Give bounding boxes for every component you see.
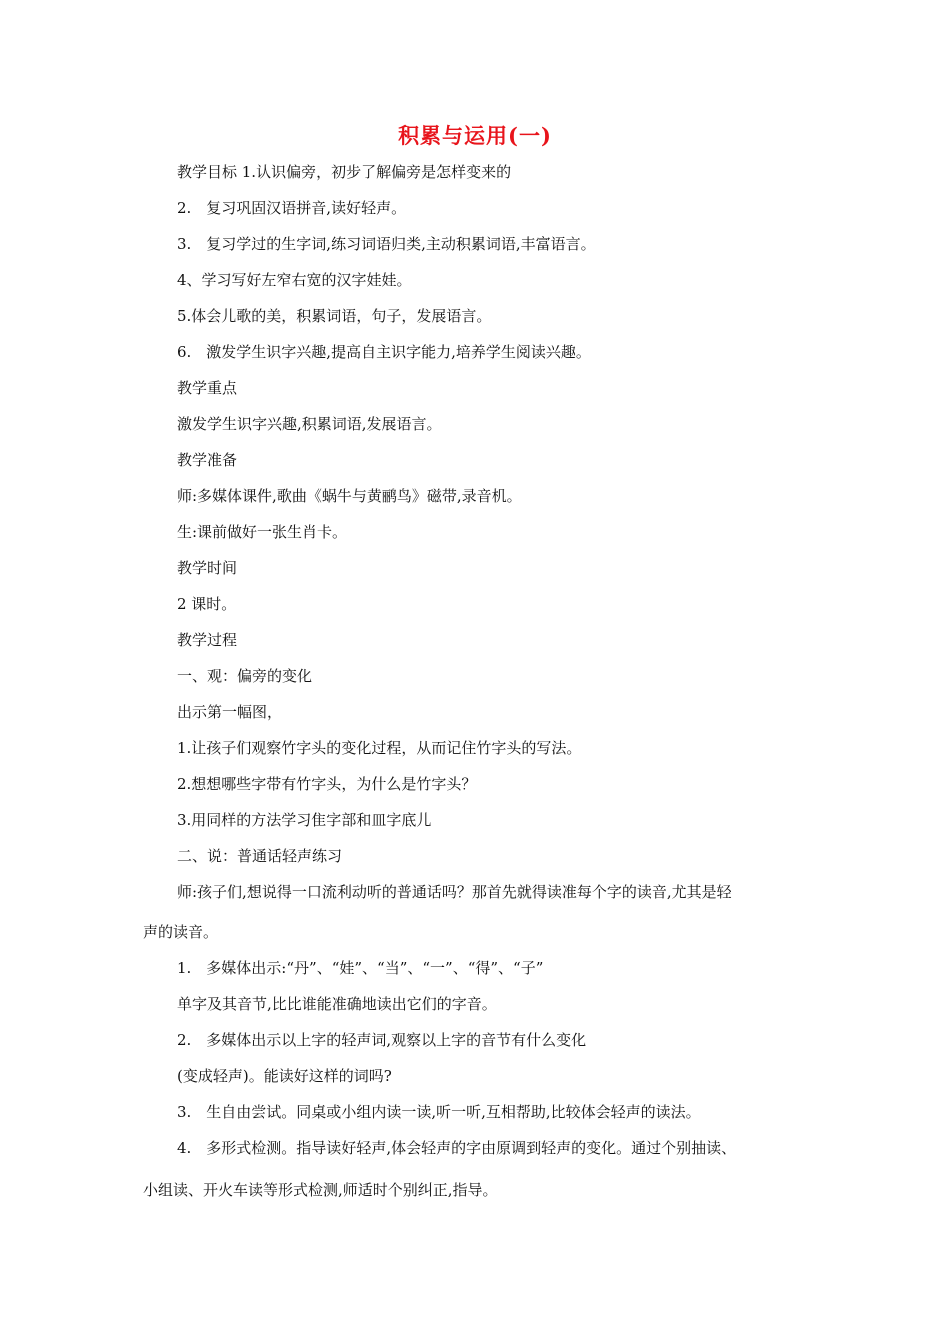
text-line: 小组读、开火车读等形式检测,师适时个别纠正,指导。 xyxy=(143,1181,498,1199)
text-line: 二、说：普通话轻声练习 xyxy=(177,847,343,865)
section-heading: 教学准备 xyxy=(177,451,238,469)
text-line: 3. 生自由尝试。同桌或小组内读一读,听一听,互相帮助,比较体会轻声的读法。 xyxy=(177,1103,701,1121)
text-line: 1.让孩子们观察竹字头的变化过程，从而记住竹字头的写法。 xyxy=(177,739,582,757)
section-heading: 教学重点 xyxy=(177,379,238,397)
text-line: 激发学生识字兴趣,积累词语,发展语言。 xyxy=(177,415,442,433)
text-line: 一、观：偏旁的变化 xyxy=(177,667,313,685)
text-line: 教学目标 1.认识偏旁，初步了解偏旁是怎样变来的 xyxy=(177,163,512,181)
text-line: 5.体会儿歌的美，积累词语，句子，发展语言。 xyxy=(177,307,492,325)
document-title: 积累与运用(一) xyxy=(398,123,552,148)
text-line: 2 课时。 xyxy=(177,595,237,613)
text-line: 单字及其音节,比比谁能准确地读出它们的字音。 xyxy=(177,995,497,1013)
text-line: 4、学习写好左窄右宽的汉字娃娃。 xyxy=(177,271,412,289)
text-line: 师:多媒体课件,歌曲《蜗牛与黄鹂鸟》磁带,录音机。 xyxy=(177,487,522,505)
text-line: 师:孩子们,想说得一口流利动听的普通话吗？那首先就得读准每个字的读音,尤其是轻 xyxy=(177,883,732,901)
text-line: 2. 多媒体出示以上字的轻声词,观察以上字的音节有什么变化 xyxy=(177,1031,587,1049)
text-line: 3. 复习学过的生字词,练习词语归类,主动积累词语,丰富语言。 xyxy=(177,235,596,253)
text-line: 生:课前做好一张生肖卡。 xyxy=(177,523,348,541)
text-line: (变成轻声)。能读好这样的词吗? xyxy=(177,1067,392,1085)
text-line: 6. 激发学生识字兴趣,提高自主识字能力,培养学生阅读兴趣。 xyxy=(177,343,591,361)
text-line: 2.想想哪些字带有竹字头，为什么是竹字头？ xyxy=(177,775,477,793)
section-heading: 教学过程 xyxy=(177,631,238,649)
text-line: 3.用同样的方法学习隹字部和皿字底儿 xyxy=(177,811,432,829)
text-line: 1. 多媒体出示:“丹”、“娃”、“当”、“一”、“得”、“子” xyxy=(177,959,544,977)
text-line: 出示第一幅图， xyxy=(177,703,283,721)
text-line: 2. 复习巩固汉语拼音,读好轻声。 xyxy=(177,199,407,217)
text-line: 声的读音。 xyxy=(143,923,219,941)
text-line: 4. 多形式检测。指导读好轻声,体会轻声的字由原调到轻声的变化。通过个别抽读、 xyxy=(177,1139,737,1157)
section-heading: 教学时间 xyxy=(177,559,238,577)
